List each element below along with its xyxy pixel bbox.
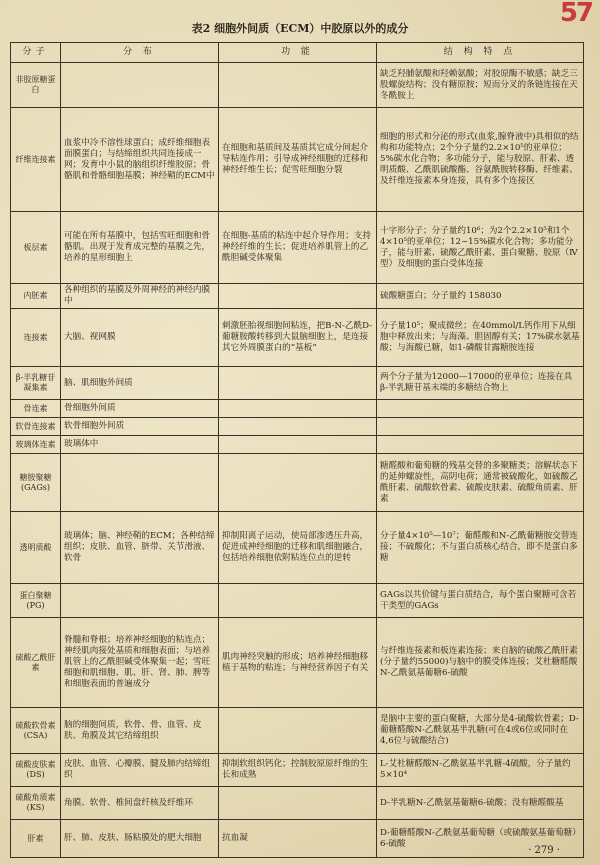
table-row — [11, 400, 584, 418]
function-cell — [219, 284, 377, 309]
function-cell — [219, 63, 377, 108]
molecule-cell: 肝素 — [11, 820, 61, 858]
molecule-cell: 硫酸软骨素(CSA) — [11, 708, 61, 754]
molecule-cell: 蛋白聚糖(PG) — [11, 584, 61, 618]
distribution-cell: 血浆中冷不溶性球蛋白；成纤维细胞表面膜蛋白；与结缔组织共同连接成一网；发育中小鼠的脑组织纤维胶原；骨骼肌和骨骼细胞基膜；神经鞘的ECM中 — [61, 108, 219, 212]
distribution-cell — [61, 584, 219, 618]
molecule-cell: β-半乳糖苷凝集素 — [11, 367, 61, 400]
structure-cell: 十字形分子；分子量约10⁶；为2个2.2×10⁵和1个4×10⁵的亚单位；12~15%碳水化合物；多功能分子，能与肝素、硫酸乙酰肝素、蛋白聚糖、胶原（Ⅳ型）及细胞的蛋白受体连接 — [377, 212, 584, 284]
molecule-cell: 内胚素 — [11, 284, 61, 309]
distribution-cell: 软骨细胞外间质 — [61, 418, 219, 436]
distribution-cell: 玻璃体中 — [61, 436, 219, 454]
page-mark: 57 — [559, 0, 592, 28]
structure-cell: D-葡糖醛酸N-乙酰氨基葡萄糖（或硫酸氨基葡萄糖）6-硫酸 — [377, 820, 584, 858]
table-row — [11, 618, 584, 708]
table-row — [11, 309, 584, 367]
structure-cell — [377, 418, 584, 436]
structure-cell: 是脑中主要的蛋白聚糖，大部分是4-硫酸软骨素；D-葡糖醛酸N-乙酰氨基半乳糖(可在4或6位或同时在4,6位与硫酸结合) — [377, 708, 584, 754]
header-row — [11, 43, 584, 63]
molecule-cell: 糖胺聚糖(GAGs) — [11, 454, 61, 512]
structure-cell: 分子量10⁵；聚成微丝；在40mmol/L钙作用下从细胞中释放出来；与海藻、胆固醇有关；17%碳水氨基酸；与海酸已糖，如1-磷酸甘露糖胺连接 — [377, 309, 584, 367]
structure-cell: L-艾杜糖醛酸N-乙酰氨基半乳糖-4硫酸，分子量约5×10⁴ — [377, 754, 584, 787]
distribution-cell: 皮肤、血管、心瓣膜、腱及肺内结缔组织 — [61, 754, 219, 787]
molecule-cell: 非胶原糖蛋白 — [11, 63, 61, 108]
function-cell: 在细胞和基质间及基质其它成分间起介导粘连作用；引导成神经细胞的迁移和神经纤维生长；促雪旺细胞分裂 — [219, 108, 377, 212]
structure-cell — [377, 436, 584, 454]
molecule-cell: 骨连素 — [11, 400, 61, 418]
table-row — [11, 787, 584, 820]
table-row — [11, 284, 584, 309]
function-cell — [219, 454, 377, 512]
function-cell: 肌肉神经突触的形成；培养神经细胞移植于基物的粘连；与神经营养因子有关 — [219, 618, 377, 708]
table-row — [11, 418, 584, 436]
table-row — [11, 584, 584, 618]
table-row — [11, 367, 584, 400]
structure-cell: 分子量4×10⁵—10⁷；葡醛酸和N-乙酰葡糖胺交替连接；不硫酸化；不与蛋白质核心结合，即不是蛋白多糖 — [377, 512, 584, 584]
function-cell: 在细胞-基质的粘连中起介导作用；支持神经纤维的生长；促进培养肌管上的乙酰胆碱受体聚集 — [219, 212, 377, 284]
function-cell — [219, 367, 377, 400]
ecm-components-table — [10, 42, 584, 858]
header-structure: 结 构 特 点 — [377, 43, 584, 63]
structure-cell: 缺乏羟脯氨酸和羟赖氨酸；对胶原酶不敏感；缺乏三股螺旋结构；没有糖原胺；短而分叉的条链连接在天冬酰胺上 — [377, 63, 584, 108]
distribution-cell: 肝、肺、皮肤、肠粘膜处的肥大细胞 — [61, 820, 219, 858]
table-title: 表2 细胞外间质（ECM）中胶原以外的成分 — [191, 22, 409, 35]
function-cell: 抗血凝 — [219, 820, 377, 858]
distribution-cell — [61, 63, 219, 108]
function-cell — [219, 584, 377, 618]
function-cell: 刺激胚胎视细胞间粘连，把B-N-乙酰D-葡糖胺酸转移到大鼠脑细胞上，是连接其它外周膜蛋白的“基板” — [219, 309, 377, 367]
structure-cell: 糖醛酸和葡萄糖的残基交替的多聚糖类；溶解状态下的延伸螺旋性，高阴电荷；通常被硫酸化，如硫酸乙酰肝素、硫酸软骨素、硫酸皮肤素、硫酸角质素、肝素 — [377, 454, 584, 512]
table-row — [11, 436, 584, 454]
function-cell — [219, 787, 377, 820]
distribution-cell: 脑的细胞间质，软骨、骨、血管、皮肤、角膜及其它结缔组织 — [61, 708, 219, 754]
distribution-cell: 骨细胞外间质 — [61, 400, 219, 418]
table-row — [11, 108, 584, 212]
page-number: · 279 · — [528, 845, 560, 856]
molecule-cell: 硫酸角质素(KS) — [11, 787, 61, 820]
distribution-cell: 大脑、视网膜 — [61, 309, 219, 367]
distribution-cell: 角膜、软骨、椎间盘纤核及纤维环 — [61, 787, 219, 820]
header-molecule: 分子 — [11, 43, 61, 63]
function-cell: 抑制软组织钙化；控制胶原原纤维的生长和成熟 — [219, 754, 377, 787]
table-row — [11, 820, 584, 858]
molecule-cell: 连接素 — [11, 309, 61, 367]
molecule-cell: 纤维连接素 — [11, 108, 61, 212]
distribution-cell: 玻璃体；脑、神经鞘的ECM；各种结缔组织；皮肤、血管、脐带、关节滑液、软骨 — [61, 512, 219, 584]
table-row — [11, 454, 584, 512]
table-row — [11, 708, 584, 754]
structure-cell: GAGs以共价键与蛋白质结合，每个蛋白聚糖可含若干类型的GAGs — [377, 584, 584, 618]
table-row — [11, 512, 584, 584]
table-row — [11, 63, 584, 108]
molecule-cell: 硫酸乙酰肝素 — [11, 618, 61, 708]
distribution-cell: 各种组织的基膜及外周神经的神经内膜中 — [61, 284, 219, 309]
molecule-cell: 玻璃体连素 — [11, 436, 61, 454]
header-distribution: 分 布 — [61, 43, 219, 63]
function-cell — [219, 708, 377, 754]
molecule-cell: 透明质酸 — [11, 512, 61, 584]
function-cell: 抑制阳离子运动，使局部渗透压升高，促进成神经细胞的迁移和肌细胞融合，包括培养细胞依附粘连位点的逆转 — [219, 512, 377, 584]
structure-cell: 两个分子量为12000—17000的亚单位；连接在具β-半乳糖苷基末端的多糖结合物上 — [377, 367, 584, 400]
distribution-cell: 可能在所有基膜中，包括雪旺细胞和骨骼肌。出现于发育成完整的基膜之先，培养的星形细胞上 — [61, 212, 219, 284]
distribution-cell: 脊髓和脊根；培养神经细胞的粘连点；神经肌肉接处基质和细胞表面；与培养肌管上的乙酰胆碱受体聚集一起；雪旺细胞和肌细胞、肌、肝、肾、肺、脾等和细胞表面的普遍成分 — [61, 618, 219, 708]
table-row — [11, 754, 584, 787]
table-row — [11, 212, 584, 284]
distribution-cell — [61, 454, 219, 512]
molecule-cell: 软骨连接素 — [11, 418, 61, 436]
header-function: 功 能 — [219, 43, 377, 63]
structure-cell: 细胞的形式和分泌的形式(血浆,腺脊液中)具相似的结构和功能特点；2个分子量约2.2×10⁵的亚单位；5%碳水化合物；多功能分子，能与胶原、肝素、透明质酸、乙酰肌硫酸酯、谷氨酰胺转移酶、纤维素、及纤维连接素本身连接，具有多个连接区 — [377, 108, 584, 212]
structure-cell: D-半乳糖N-乙酰氨基葡糖6-硫酸；没有糖醛酸基 — [377, 787, 584, 820]
function-cell — [219, 436, 377, 454]
structure-cell — [377, 400, 584, 418]
distribution-cell: 脑、肌细胞外间质 — [61, 367, 219, 400]
function-cell — [219, 418, 377, 436]
molecule-cell: 硫酸皮肤素(DS) — [11, 754, 61, 787]
structure-cell: 与纤维连接素和板连素连接；来自脑的硫酸乙酰肝素(分子量约55000)与脑中的膜受体连接；艾杜糖醛酸N-乙酰氨基葡糖6-硫酸 — [377, 618, 584, 708]
structure-cell: 硫酸糖蛋白；分子量约 158030 — [377, 284, 584, 309]
function-cell — [219, 400, 377, 418]
molecule-cell: 板层素 — [11, 212, 61, 284]
